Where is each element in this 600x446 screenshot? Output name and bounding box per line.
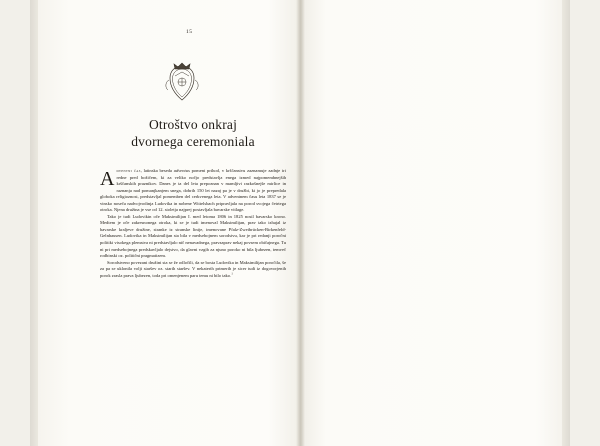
- chapter-title-line-1: Otroštvo onkraj: [148, 117, 238, 132]
- book-gutter: [296, 0, 305, 446]
- royal-crest-emblem-icon: [162, 60, 202, 106]
- chapter-title-line-2: dvornega ceremoniala: [131, 134, 255, 149]
- folio-left: 15: [186, 29, 193, 35]
- page-edge-right: [561, 0, 570, 446]
- right-page: [300, 0, 562, 446]
- chapter-title: [100, 116, 286, 150]
- drop-cap: A: [100, 168, 115, 190]
- left-page: [38, 0, 300, 446]
- paragraph-opening: dventni čas: [116, 168, 141, 173]
- paragraph: Adventni čas, latinska beseda adventus pomeni prihod, v krščanstvu zaznamuje zadnje iri redne pred božičem, ki za veliko nočjo predstavlja enega izmed najpomembnejših krščanskih praznikov. Danes je ta del leta prepoznan v mamljivi razkošnejše mirlice in raznanja nad pomanjkanjem snega, dobrih 150 let nazaj pa je v družbi, ki jo je prepredala globoka religioznost, predstavljal pomemben del cerkvenega leta. V adventnem času leta 1837 se je vinsko noseča nadvojvodinja Ludovika in nobene Wittelsbach pripravljala na porod svojega četrtega otroka. Njena družina je vse od 12. stoletja najprej postavljala bavarske vitlage.: [100, 168, 286, 213]
- paragraph: Sorodstveno povezani družini sta se že odločili, da se bosta Ludovika in Maksimilijan poročila, še za pa se uklonila volji staršev oz. starih staršev. V nekaterih primerih je sicer tudi iz dogovorjenih porok zrasla prava ljubezen, toda pri omenjenem paru temu ni bilo tako.$^1$: [100, 259, 286, 278]
- left-page-body: [100, 168, 286, 279]
- paragraph: Tako je tudi Ludovikin oče Maksimilijan I. med letoma 1806 in 1825 nosil bavarsko krono. Medtem je oče zakresnonega otroka, ki se je tudi imenoval Maksimilijan, prav tako izhajal iz bavarske kraljeve družine, stranke iz stranske linije, imenovane Pfalz-Zweibrücken-Birkenfeld-Gelnhausen. Ludovika in Maksimilijan sta bila v medsebojnem sorodstvu, kar je pri redanji poročni politiki visokega plemstva ni predstavljalo nič nenavadnega, pravzaprav nekaj povsem običajnega. Tu ni pri medsebojnega predskavljalo dejstvo, da glavni vzgib za njuno poroko ni bila ljubezen, temveč rodbinski oz. politični pragmatizem.: [100, 213, 286, 259]
